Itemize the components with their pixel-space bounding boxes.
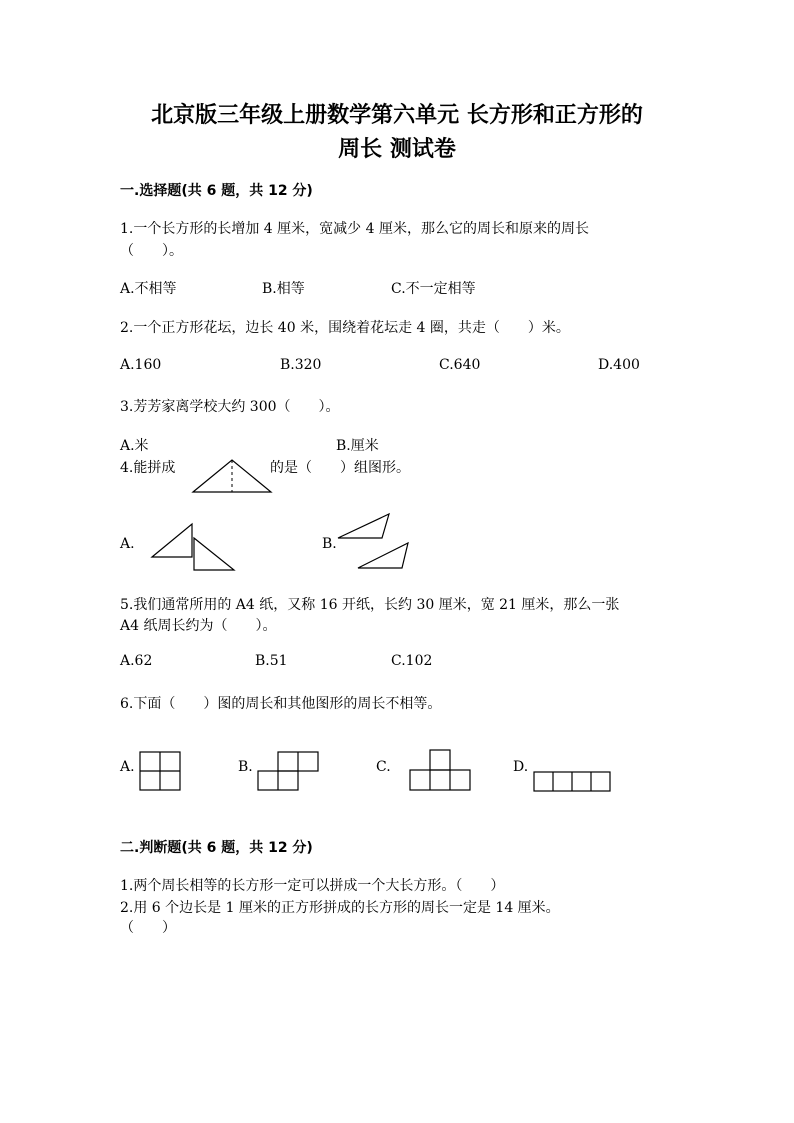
q6-option-d: D. xyxy=(513,759,529,775)
q6-option-a: A. xyxy=(120,759,135,775)
q2-option-a: A.160 xyxy=(120,357,162,373)
q6-option-c: C. xyxy=(376,759,391,775)
question-1-text-line2: （ ）。 xyxy=(120,243,183,259)
page-title-line2: 周长 测试卷 xyxy=(338,136,456,162)
question-4-prefix: 4.能拼成 xyxy=(120,460,176,476)
q2-option-b: B.320 xyxy=(280,357,322,373)
judgment-2-text: 2.用 6 个边长是 1 厘米的正方形拼成的长方形的周长一定是 14 厘米。 xyxy=(120,900,560,916)
q4-option-b-triangles xyxy=(336,512,410,572)
judgment-2-text-line2: （ ） xyxy=(120,920,176,936)
question-6-text: 6.下面（ ）图的周长和其他图形的周长不相等。 xyxy=(120,696,442,712)
q4-option-a: A. xyxy=(120,536,135,552)
q5-option-a: A.62 xyxy=(120,653,153,669)
q4-option-b: B. xyxy=(322,536,337,552)
question-3-text: 3.芳芳家离学校大约 300（ ）。 xyxy=(120,399,340,415)
q2-option-d: D.400 xyxy=(598,357,640,373)
question-5-text-line2: A4 纸周长约为（ ）。 xyxy=(120,618,277,634)
q5-option-c: C.102 xyxy=(391,653,433,669)
q2-option-c: C.640 xyxy=(439,357,481,373)
q4-option-a-triangles xyxy=(150,522,236,572)
page-title: 北京版三年级上册数学第六单元 长方形和正方形的 xyxy=(151,102,643,128)
question-4-suffix: 的是（ ）组图形。 xyxy=(270,460,410,476)
judgment-1-text: 1.两个周长相等的长方形一定可以拼成一个大长方形。（ ） xyxy=(120,878,505,894)
combined-triangle-figure xyxy=(190,458,274,494)
q6-figure-d-squares xyxy=(533,771,611,793)
q6-option-b: B. xyxy=(238,759,253,775)
q6-figure-a-squares xyxy=(139,751,181,791)
q1-option-c: C.不一定相等 xyxy=(391,281,476,297)
q1-option-b: B.相等 xyxy=(262,281,305,297)
question-5-text: 5.我们通常所用的 A4 纸，又称 16 开纸，长约 30 厘米，宽 21 厘米，那么一张 xyxy=(120,597,620,613)
q6-figure-c-squares xyxy=(409,749,471,791)
q3-option-b: B.厘米 xyxy=(336,438,379,454)
q3-option-a: A.米 xyxy=(120,438,149,454)
q5-option-b: B.51 xyxy=(255,653,288,669)
q1-option-a: A.不相等 xyxy=(120,281,177,297)
section-heading-judgment: 二.判断题(共 6 题，共 12 分) xyxy=(120,840,313,856)
section-heading-choice: 一.选择题(共 6 题，共 12 分) xyxy=(120,183,313,199)
q6-figure-b-squares xyxy=(257,751,319,791)
question-1-text: 1.一个长方形的长增加 4 厘米，宽减少 4 厘米，那么它的周长和原来的周长 xyxy=(120,221,589,237)
question-2-text: 2.一个正方形花坛，边长 40 米，围绕着花坛走 4 圈，共走（ ）米。 xyxy=(120,320,570,336)
